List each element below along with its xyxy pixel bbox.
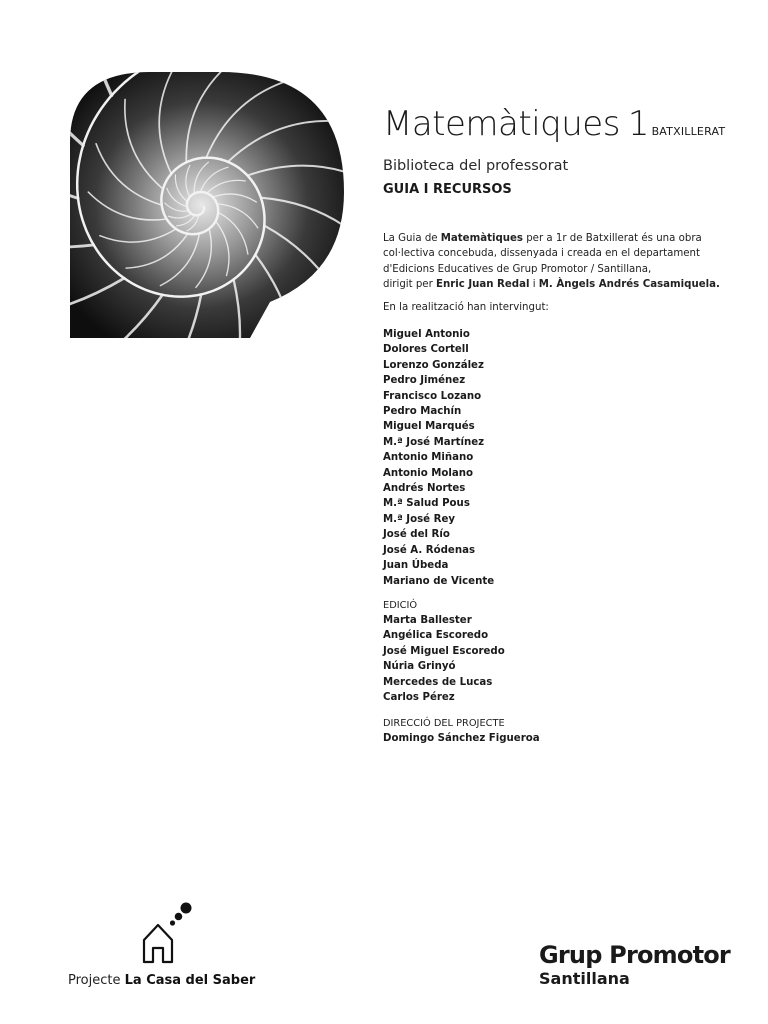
publisher-name: Grup Promotor <box>539 941 730 969</box>
contributor-name: José A. Ródenas <box>383 544 476 556</box>
intro-line-4 <box>383 277 723 292</box>
contributor-name: José del Río <box>383 529 450 541</box>
contributor-name: Mariano de Vicente <box>383 575 495 587</box>
contributor-name: Miguel Antonio <box>383 329 470 340</box>
book-title-level: BATXILLERAT <box>651 125 726 138</box>
direccio-heading: DIRECCIÓ DEL PROJECTE <box>383 718 505 729</box>
nautilus-shell-image <box>70 72 344 338</box>
intro-bold: Enric Juan Redal <box>436 278 530 290</box>
book-title-number: 1 <box>627 104 650 144</box>
contributor-name: Francisco Lozano <box>383 390 482 402</box>
contributors-label: En la realització han intervingut: <box>383 302 549 313</box>
director-name: Domingo Sánchez Figueroa <box>383 733 540 744</box>
house-logo-icon <box>140 900 196 968</box>
intro-text: dirigit per <box>383 278 437 290</box>
editor-name: Mercedes de Lucas <box>383 676 493 688</box>
contributor-name: Dolores Cortell <box>383 344 469 356</box>
intro-bold: M. Àngels Andrés Casamiquela. <box>538 278 720 290</box>
edicio-section <box>383 598 505 705</box>
editor-name: Carlos Pérez <box>383 692 455 704</box>
book-title-text: Matemàtiques <box>383 104 620 144</box>
contributor-name: Miguel Marqués <box>383 421 475 433</box>
intro-text: La Guia de <box>383 233 441 244</box>
intro-paragraph <box>383 231 723 292</box>
intro-bold: Matemàtiques <box>440 233 523 244</box>
intro-line-3: d'Edicions Educatives de Grup Promotor / Santillana, <box>383 263 652 275</box>
contributor-name: Andrés Nortes <box>383 483 466 495</box>
editor-name: Marta Ballester <box>383 615 472 626</box>
project-name <box>68 973 255 988</box>
contributor-name: Lorenzo González <box>383 359 484 371</box>
contributor-name: Juan Úbeda <box>383 560 449 572</box>
editor-name: Angélica Escoredo <box>383 630 489 642</box>
contributor-name: Antonio Miñano <box>383 452 474 464</box>
intro-line-1 <box>383 231 723 246</box>
title-block <box>383 104 753 144</box>
contributor-name: M.ª Salud Pous <box>383 498 470 510</box>
intro-line-2: col·lectiva concebuda, dissenyada i creada en el departament <box>383 248 700 260</box>
editor-name: José Miguel Escoredo <box>383 645 505 657</box>
contributor-name: Pedro Machín <box>383 406 462 418</box>
book-title <box>383 104 753 144</box>
intro-text: per a 1r de Batxillerat és una obra <box>522 233 702 244</box>
contributors-list <box>383 327 494 589</box>
contributor-name: Pedro Jiménez <box>383 375 466 387</box>
editor-name: Núria Grinyó <box>383 661 456 673</box>
publisher-logo <box>539 941 730 989</box>
intro-text: i <box>529 278 539 290</box>
publisher-subname: Santillana <box>539 969 630 988</box>
contributor-name: M.ª José Martínez <box>383 436 485 448</box>
project-title: La Casa del Saber <box>124 973 256 988</box>
contributor-name: M.ª José Rey <box>383 513 456 525</box>
edicio-heading: EDICIÓ <box>383 600 418 611</box>
subtitle: Biblioteca del professorat <box>383 158 569 174</box>
contributor-name: Antonio Molano <box>383 467 474 479</box>
project-prefix: Projecte <box>68 973 125 988</box>
direccio-section <box>383 716 540 746</box>
subtitle-guide: GUIA I RECURSOS <box>383 182 512 197</box>
